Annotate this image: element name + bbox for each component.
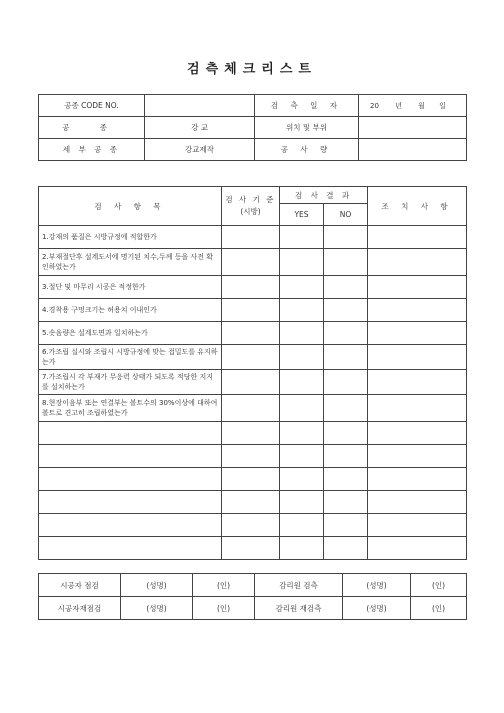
checklist-action-cell[interactable] [368, 445, 467, 468]
checklist-row [39, 322, 467, 345]
value-location[interactable] [359, 117, 467, 139]
checklist-no-cell[interactable] [324, 276, 368, 299]
checklist-item-text [39, 537, 222, 560]
checklist-yes-cell[interactable] [280, 299, 324, 322]
col-header-action: 조 치 사 항 [368, 187, 467, 226]
checklist-yes-cell[interactable] [280, 445, 324, 468]
checklist-action-cell[interactable] [368, 422, 467, 445]
checklist-table [38, 186, 467, 560]
value-work-type[interactable]: 강 교 [145, 117, 255, 139]
checklist-action-cell[interactable] [368, 514, 467, 537]
checklist-standard-cell[interactable] [222, 226, 280, 249]
contractor-name-field[interactable]: (성명) [121, 574, 193, 597]
label-inspection-date: 검 측 일 자 [255, 95, 359, 117]
checklist-standard-cell[interactable] [222, 468, 280, 491]
checklist-action-cell[interactable] [368, 249, 467, 276]
value-inspection-date[interactable] [359, 95, 467, 117]
date-month-label: 월 [418, 101, 425, 110]
checklist-empty-row [39, 422, 467, 445]
checklist-action-cell[interactable] [368, 537, 467, 560]
checklist-item-text [39, 491, 222, 514]
col-header-standard-line1: 검 사 기 준 [225, 195, 276, 204]
header-row-detail-work [39, 139, 467, 161]
col-header-no: NO [324, 204, 368, 226]
checklist-no-cell[interactable] [324, 395, 368, 422]
checklist-action-cell[interactable] [368, 276, 467, 299]
checklist-row [39, 249, 467, 276]
date-year-label: 년 [395, 101, 402, 110]
checklist-yes-cell[interactable] [280, 514, 324, 537]
value-quantity[interactable] [359, 139, 467, 161]
checklist-yes-cell[interactable] [280, 395, 324, 422]
checklist-standard-cell[interactable] [222, 445, 280, 468]
checklist-no-cell[interactable] [324, 299, 368, 322]
contractor-seal-field[interactable]: (인) [193, 574, 255, 597]
checklist-empty-row [39, 468, 467, 491]
label-code-no: 공종 CODE NO. [39, 95, 145, 117]
checklist-standard-cell[interactable] [222, 276, 280, 299]
checklist-no-cell[interactable] [324, 422, 368, 445]
checklist-action-cell[interactable] [368, 468, 467, 491]
checklist-action-cell[interactable] [368, 370, 467, 395]
checklist-action-cell[interactable] [368, 491, 467, 514]
checklist-item-text: 4.경착용 구멍크기는 허용치 이내인가 [39, 299, 222, 322]
checklist-yes-cell[interactable] [280, 491, 324, 514]
checklist-yes-cell[interactable] [280, 345, 324, 370]
checklist-standard-cell[interactable] [222, 249, 280, 276]
label-contractor-recheck: 시공자재점검 [39, 597, 121, 620]
checklist-standard-cell[interactable] [222, 395, 280, 422]
label-work-type: 공 종 [39, 117, 145, 139]
checklist-item-text [39, 445, 222, 468]
checklist-no-cell[interactable] [324, 445, 368, 468]
checklist-no-cell[interactable] [324, 249, 368, 276]
checklist-standard-cell[interactable] [222, 537, 280, 560]
checklist-item-text: 7.가조립시 각 부재가 무응력 상태가 되도록 적당한 지지를 설치하는가 [39, 370, 222, 395]
checklist-item-text: 5.솟음량은 설계도면과 일치하는가 [39, 322, 222, 345]
checklist-standard-cell[interactable] [222, 299, 280, 322]
checklist-empty-row [39, 491, 467, 514]
checklist-empty-row [39, 445, 467, 468]
col-header-yes: YES [280, 204, 324, 226]
label-quantity: 공 사 량 [255, 139, 359, 161]
checklist-no-cell[interactable] [324, 537, 368, 560]
checklist-item-text: 8.현장이음부 또는 연결부는 볼트수의 30%이상에 대하여 볼트로 견고히 조립하였는가 [39, 395, 222, 422]
supervisor-name-field[interactable]: (성명) [343, 574, 411, 597]
checklist-item-text: 6.가조립 실시와 조립시 시방규정에 맞는 접밀도를 유지하는가 [39, 345, 222, 370]
checklist-no-cell[interactable] [324, 322, 368, 345]
col-header-standard [222, 187, 280, 226]
contractor-recheck-seal-field[interactable]: (인) [193, 597, 255, 620]
checklist-action-cell[interactable] [368, 395, 467, 422]
checklist-item-text: 1.강재의 품질은 시방규정에 적합한가 [39, 226, 222, 249]
label-detail-work: 세 부 공 종 [39, 139, 145, 161]
document-title: 검측체크리스트 [187, 62, 317, 77]
checklist-item-text [39, 422, 222, 445]
checklist-empty-row [39, 537, 467, 560]
label-contractor-check: 시공자 점검 [39, 574, 121, 597]
checklist-yes-cell[interactable] [280, 322, 324, 345]
checklist-action-cell[interactable] [368, 299, 467, 322]
checklist-body [39, 226, 467, 560]
checklist-row [39, 345, 467, 370]
checklist-header-row-1 [39, 187, 467, 204]
header-row-code [39, 95, 467, 117]
label-location: 위치 및 부위 [255, 117, 359, 139]
checklist-row [39, 395, 467, 422]
checklist-no-cell[interactable] [324, 468, 368, 491]
signature-row-2 [39, 597, 467, 620]
col-header-standard-line2: (시방) [240, 207, 261, 216]
checklist-row [39, 370, 467, 395]
checklist-row [39, 226, 467, 249]
checklist-no-cell[interactable] [324, 514, 368, 537]
header-row-work-type [39, 117, 467, 139]
label-supervisor-reinspection: 감리원 재검측 [255, 597, 343, 620]
checklist-yes-cell[interactable] [280, 468, 324, 491]
checklist-action-cell[interactable] [368, 322, 467, 345]
date-day-label: 일 [439, 101, 446, 110]
checklist-action-cell[interactable] [368, 226, 467, 249]
checklist-item-text [39, 514, 222, 537]
checklist-standard-cell[interactable] [222, 322, 280, 345]
checklist-item-text [39, 468, 222, 491]
checklist-no-cell[interactable] [324, 370, 368, 395]
signature-table [38, 573, 467, 620]
checklist-item-text: 2.부재절단후 설계도서에 명기된 치수,두께 등을 사전 확인하였는가 [39, 249, 222, 276]
checklist-yes-cell[interactable] [280, 276, 324, 299]
supervisor-seal-field[interactable]: (인) [411, 574, 467, 597]
supervisor-reinspection-name-field[interactable]: (성명) [343, 597, 411, 620]
date-year: 20 [370, 101, 379, 110]
checklist-no-cell[interactable] [324, 226, 368, 249]
checklist-empty-row [39, 514, 467, 537]
checklist-standard-cell[interactable] [222, 491, 280, 514]
supervisor-reinspection-seal-field[interactable]: (인) [411, 597, 467, 620]
header-info-table [38, 94, 467, 161]
checklist-yes-cell[interactable] [280, 537, 324, 560]
col-header-result: 검 사 결 과 [280, 187, 368, 204]
checklist-row [39, 276, 467, 299]
value-detail-work[interactable]: 강교제작 [145, 139, 255, 161]
checklist-standard-cell[interactable] [222, 514, 280, 537]
checklist-yes-cell[interactable] [280, 370, 324, 395]
checklist-item-text: 3.절단 및 마무리 시공은 적정한가 [39, 276, 222, 299]
checklist-row [39, 299, 467, 322]
col-header-item: 검 사 항 목 [39, 187, 222, 226]
checklist-yes-cell[interactable] [280, 422, 324, 445]
checklist-standard-cell[interactable] [222, 345, 280, 370]
checklist-no-cell[interactable] [324, 491, 368, 514]
checklist-yes-cell[interactable] [280, 226, 324, 249]
label-supervisor-inspection: 감리원 검측 [255, 574, 343, 597]
checklist-standard-cell[interactable] [222, 370, 280, 395]
value-code-no[interactable] [145, 95, 255, 117]
checklist-yes-cell[interactable] [280, 249, 324, 276]
signature-row-1 [39, 574, 467, 597]
checklist-action-cell[interactable] [368, 345, 467, 370]
checklist-standard-cell[interactable] [222, 422, 280, 445]
contractor-recheck-name-field[interactable]: (성명) [121, 597, 193, 620]
checklist-no-cell[interactable] [324, 345, 368, 370]
